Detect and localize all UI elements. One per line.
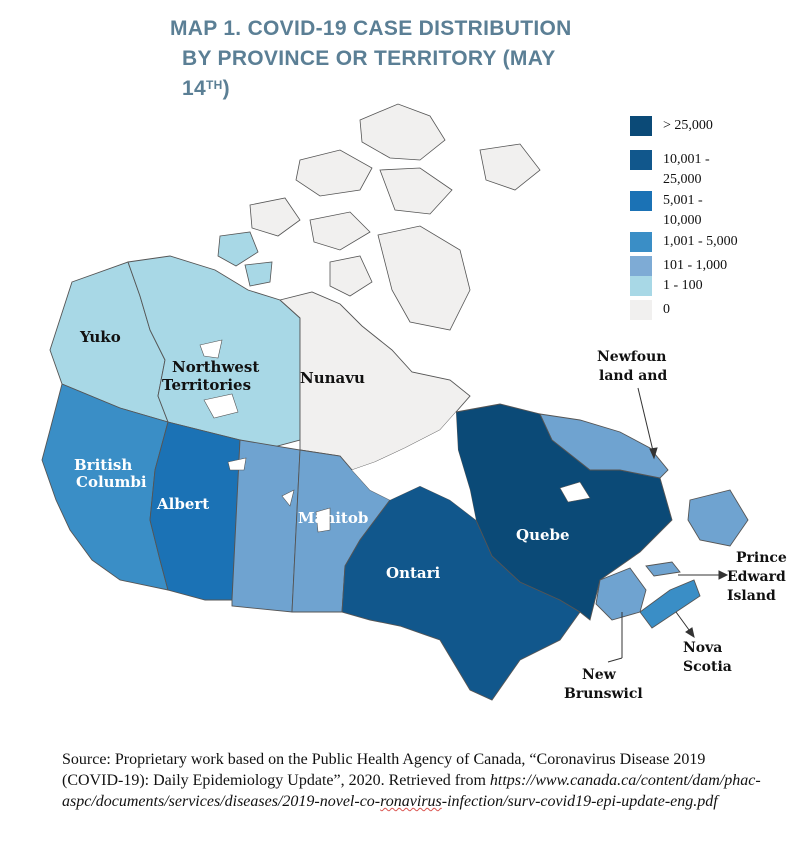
label-nwt-2: Territories [162,376,252,394]
region-pei[interactable] [646,562,680,576]
legend-label: 1,001 - 5,000 [663,234,738,249]
legend-swatch [630,276,652,296]
legend-swatch [630,191,652,211]
label-quebec: Quebe [516,526,570,544]
title-line-2: BY PROVINCE OR TERRITORY (MAY [182,47,556,70]
legend-label: > 25,000 [663,118,713,133]
label-nunavut: Nunavu [300,369,365,387]
label-bc-2: Columbi [76,473,147,491]
legend-swatch [630,256,652,276]
label-yukon: Yuko [80,328,121,346]
legend-label: 10,001 - 25,000 [663,152,710,187]
title-line-3-date: 14 [182,77,206,100]
title-line-3-end: ) [222,77,230,100]
source-url-rest[interactable]: -infection/surv-covid19-epi-update-eng.pdf [441,793,718,810]
source-url-underlined[interactable]: ronavirus [380,793,442,810]
source-url[interactable]: https://www.canada.ca/content/dam/phac-aspc/documents/services/diseases/2019-novel-co- [62,772,761,810]
label-newfoundland-2: land and [599,368,668,384]
title-line-3-sup: TH [205,78,223,92]
label-newfoundland-1: Newfoun [597,349,667,365]
legend-label: 5,001 - 10,000 [663,193,703,228]
label-manitoba: Manitob [298,509,369,527]
legend-label: 101 - 1,000 [663,258,728,273]
label-pei-1: Prince [736,550,787,566]
arctic-islands [250,104,540,330]
label-pei-3: Island [727,588,776,604]
source-note [62,749,762,812]
label-pei-2: Edward [727,569,786,585]
legend-swatch [630,300,652,320]
legend-swatch [630,232,652,252]
region-nova-scotia[interactable] [640,580,700,628]
legend-swatch [630,116,652,136]
label-ontario: Ontari [386,564,441,582]
label-nova-scotia-1: Nova [683,640,723,656]
label-new-brunswick-1: New [582,667,616,683]
legend-swatch [630,150,652,170]
label-new-brunswick-2: Brunswicl [564,686,643,702]
source-text: Source: Proprietary work based on the Public Health Agency of Canada, “Coronavirus Disease 2019 (COVID-19): Daily Epidemiology Update”, 2020. Retrieved from [62,751,706,789]
label-nova-scotia-2: Scotia [683,659,732,675]
label-alberta: Albert [157,495,210,513]
title-line-1: MAP 1. COVID-19 CASE DISTRIBUTION [170,17,572,40]
label-nwt-1: Northwest [172,358,260,376]
legend-label: 1 - 100 [663,278,703,293]
legend-label: 0 [663,302,670,317]
label-bc-1: British [74,456,133,474]
